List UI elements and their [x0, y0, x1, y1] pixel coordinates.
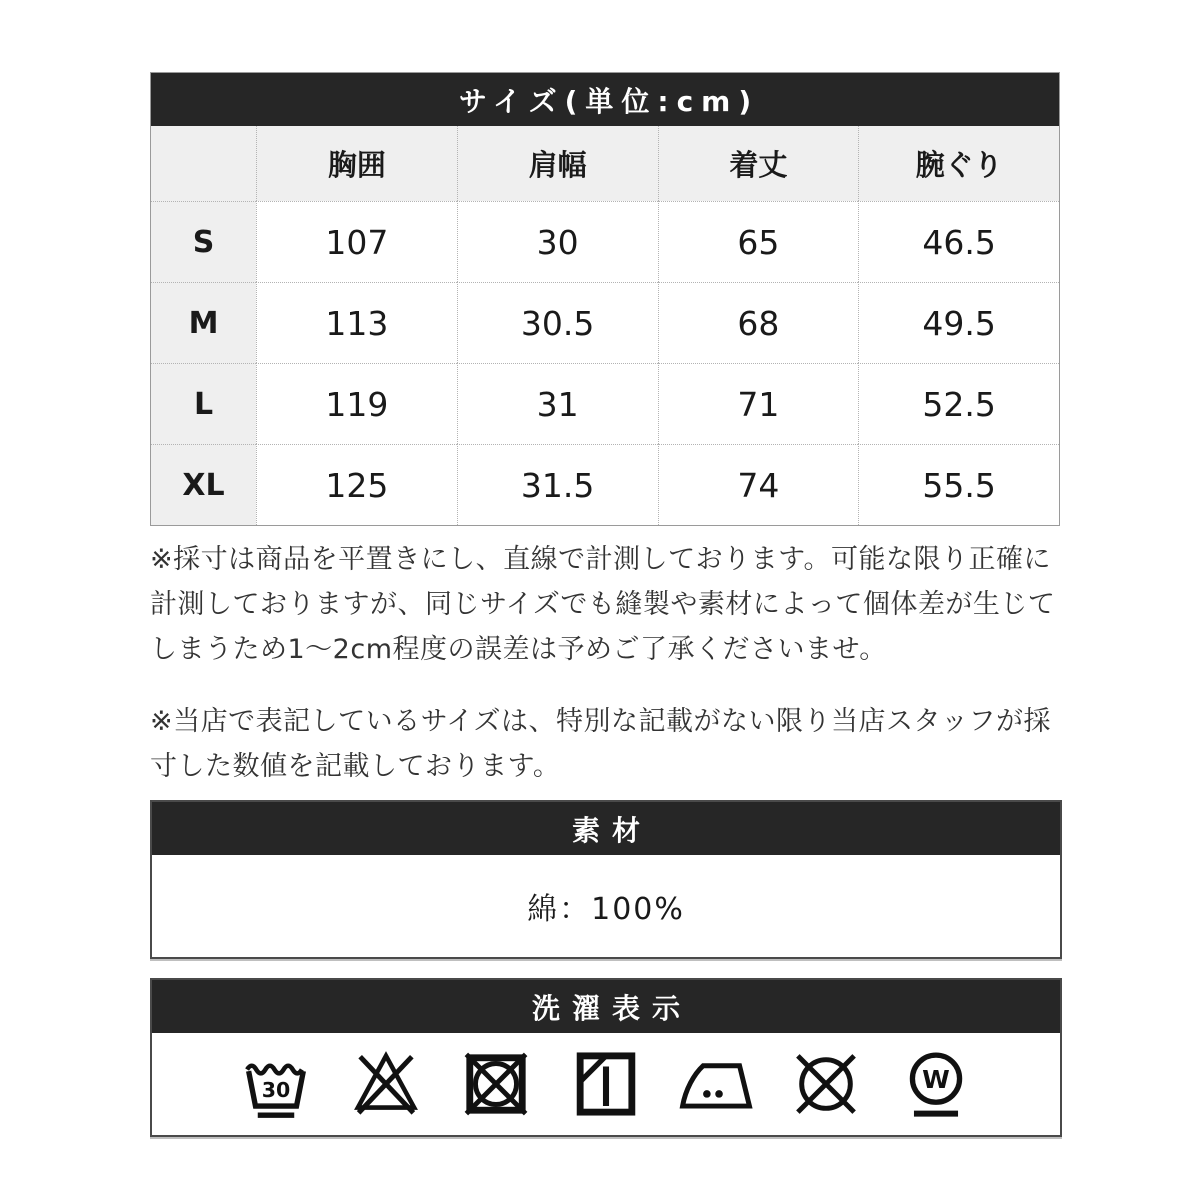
size-table-title: サイズ(単位:cm) [151, 73, 1059, 126]
column-header-length: 着丈 [658, 126, 859, 201]
store-sizing-note: ※当店で表記しているサイズは、特別な記載がない限り当店スタッフが採寸した数値を記載しております。 [150, 706, 1051, 782]
iron-medium-icon [678, 1046, 754, 1122]
do-not-bleach-icon [348, 1046, 424, 1122]
wash-30-mild-icon [238, 1046, 314, 1122]
do-not-tumble-dry-icon [458, 1046, 534, 1122]
row-label-s: S [151, 201, 256, 282]
cell-m-armhole: 49.5 [858, 282, 1059, 363]
cell-xl-length: 74 [658, 444, 859, 525]
cell-m-chest: 113 [256, 282, 457, 363]
cell-s-length: 65 [658, 201, 859, 282]
size-table-section [150, 72, 1060, 526]
row-label-l: L [151, 363, 256, 444]
material-title: 素材 [152, 802, 1060, 855]
cell-l-shoulder: 31 [457, 363, 658, 444]
cell-xl-chest: 125 [256, 444, 457, 525]
column-header-armhole: 腕ぐり [858, 126, 1059, 201]
care-icons-row [152, 1033, 1060, 1135]
cell-xl-shoulder: 31.5 [457, 444, 658, 525]
row-label-xl: XL [151, 444, 256, 525]
row-label-m: M [151, 282, 256, 363]
do-not-dry-clean-icon [788, 1046, 864, 1122]
cell-xl-armhole: 55.5 [858, 444, 1059, 525]
size-table [151, 126, 1059, 525]
care-section [150, 978, 1062, 1137]
wet-clean-mild-icon [898, 1046, 974, 1122]
material-section [150, 800, 1062, 959]
cell-m-shoulder: 30.5 [457, 282, 658, 363]
cell-s-chest: 107 [256, 201, 457, 282]
cell-s-shoulder: 30 [457, 201, 658, 282]
measurement-note: ※採寸は商品を平置きにし、直線で計測しております。可能な限り正確に計測しておりますが、同じサイズでも縫製や素材によって個体差が生じてしまうため1〜2cm程度の誤差は予めご了承くださいませ。 [150, 544, 1056, 665]
column-header-shoulder: 肩幅 [457, 126, 658, 201]
svg-text:30: 30 [261, 1077, 291, 1102]
material-value: 綿：100% [527, 892, 685, 927]
line-dry-in-shade-icon [568, 1046, 644, 1122]
cell-s-armhole: 46.5 [858, 201, 1059, 282]
svg-text:W: W [922, 1064, 950, 1094]
cell-l-chest: 119 [256, 363, 457, 444]
care-title: 洗濯表示 [152, 980, 1060, 1033]
cell-m-length: 68 [658, 282, 859, 363]
cell-l-armhole: 52.5 [858, 363, 1059, 444]
column-header-chest: 胸囲 [256, 126, 457, 201]
cell-l-length: 71 [658, 363, 859, 444]
corner-cell [151, 126, 256, 201]
